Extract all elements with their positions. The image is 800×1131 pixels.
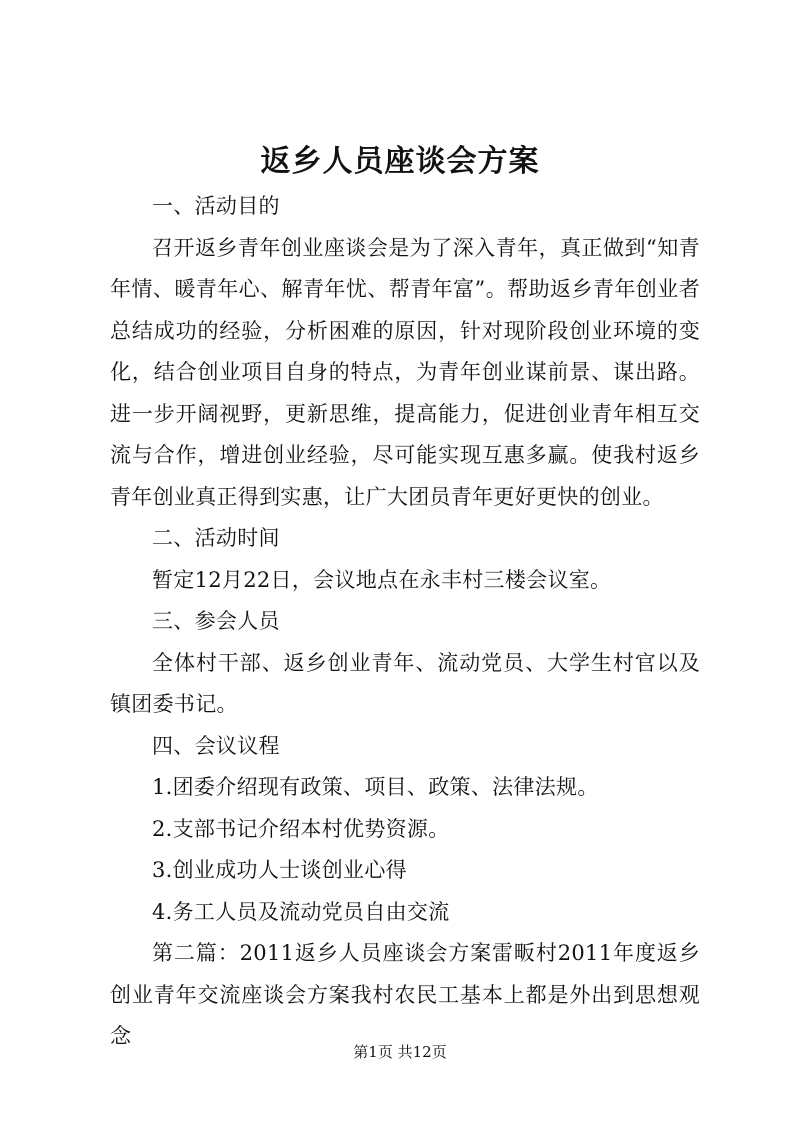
agenda-item: 1.团委介绍现有政策、项目、政策、法律法规。 (152, 775, 599, 799)
agenda-item: 2.支部书记介绍本村优势资源。 (152, 816, 450, 841)
paragraph-attendees: 全体村干部、返乡创业青年、流动党员、大学生村官以及镇团委书记。 (110, 650, 700, 716)
page-number: 第1页 共12页 (353, 1043, 447, 1061)
document-title: 返乡人员座谈会方案 (260, 144, 540, 179)
paragraph-time: 暂定12月22日，会议地点在永丰村三楼会议室。 (152, 567, 612, 592)
section-heading-attendees: 三、参会人员 (152, 609, 280, 633)
section-heading-time: 二、活动时间 (152, 526, 280, 550)
paragraph-purpose: 召开返乡青年创业座谈会是为了深入青年，真正做到“知青年情、暖青年心、解青年忧、帮青年富”。帮助返乡青年创业者总结成功的经验，分析困难的原因，针对现阶段创业环境的变化，结合创业项目自身的特点，为青年创业谋前景、谋出路。进一步开阔视野，更新思维，提高能力，促进创业青年相互交流与合作，增进创业经验，尽可能实现互惠多赢。使我村返乡青年创业真正得到实惠，让广大团员青年更好更快的创业。 (110, 235, 700, 509)
agenda-item: 3.创业成功人士谈创业心得 (152, 858, 407, 882)
document-body (110, 186, 700, 1058)
section-heading-purpose: 一、活动目的 (152, 194, 280, 218)
section-heading-agenda: 四、会议议程 (152, 733, 280, 758)
agenda-item: 4.务工人员及流动党员自由交流 (152, 899, 450, 924)
paragraph-second-article: 第二篇：2011返乡人员座谈会方案雷畈村2011年度返乡创业青年交流座谈会方案我村农民工基本上都是外出到思想观念 (110, 941, 700, 1048)
